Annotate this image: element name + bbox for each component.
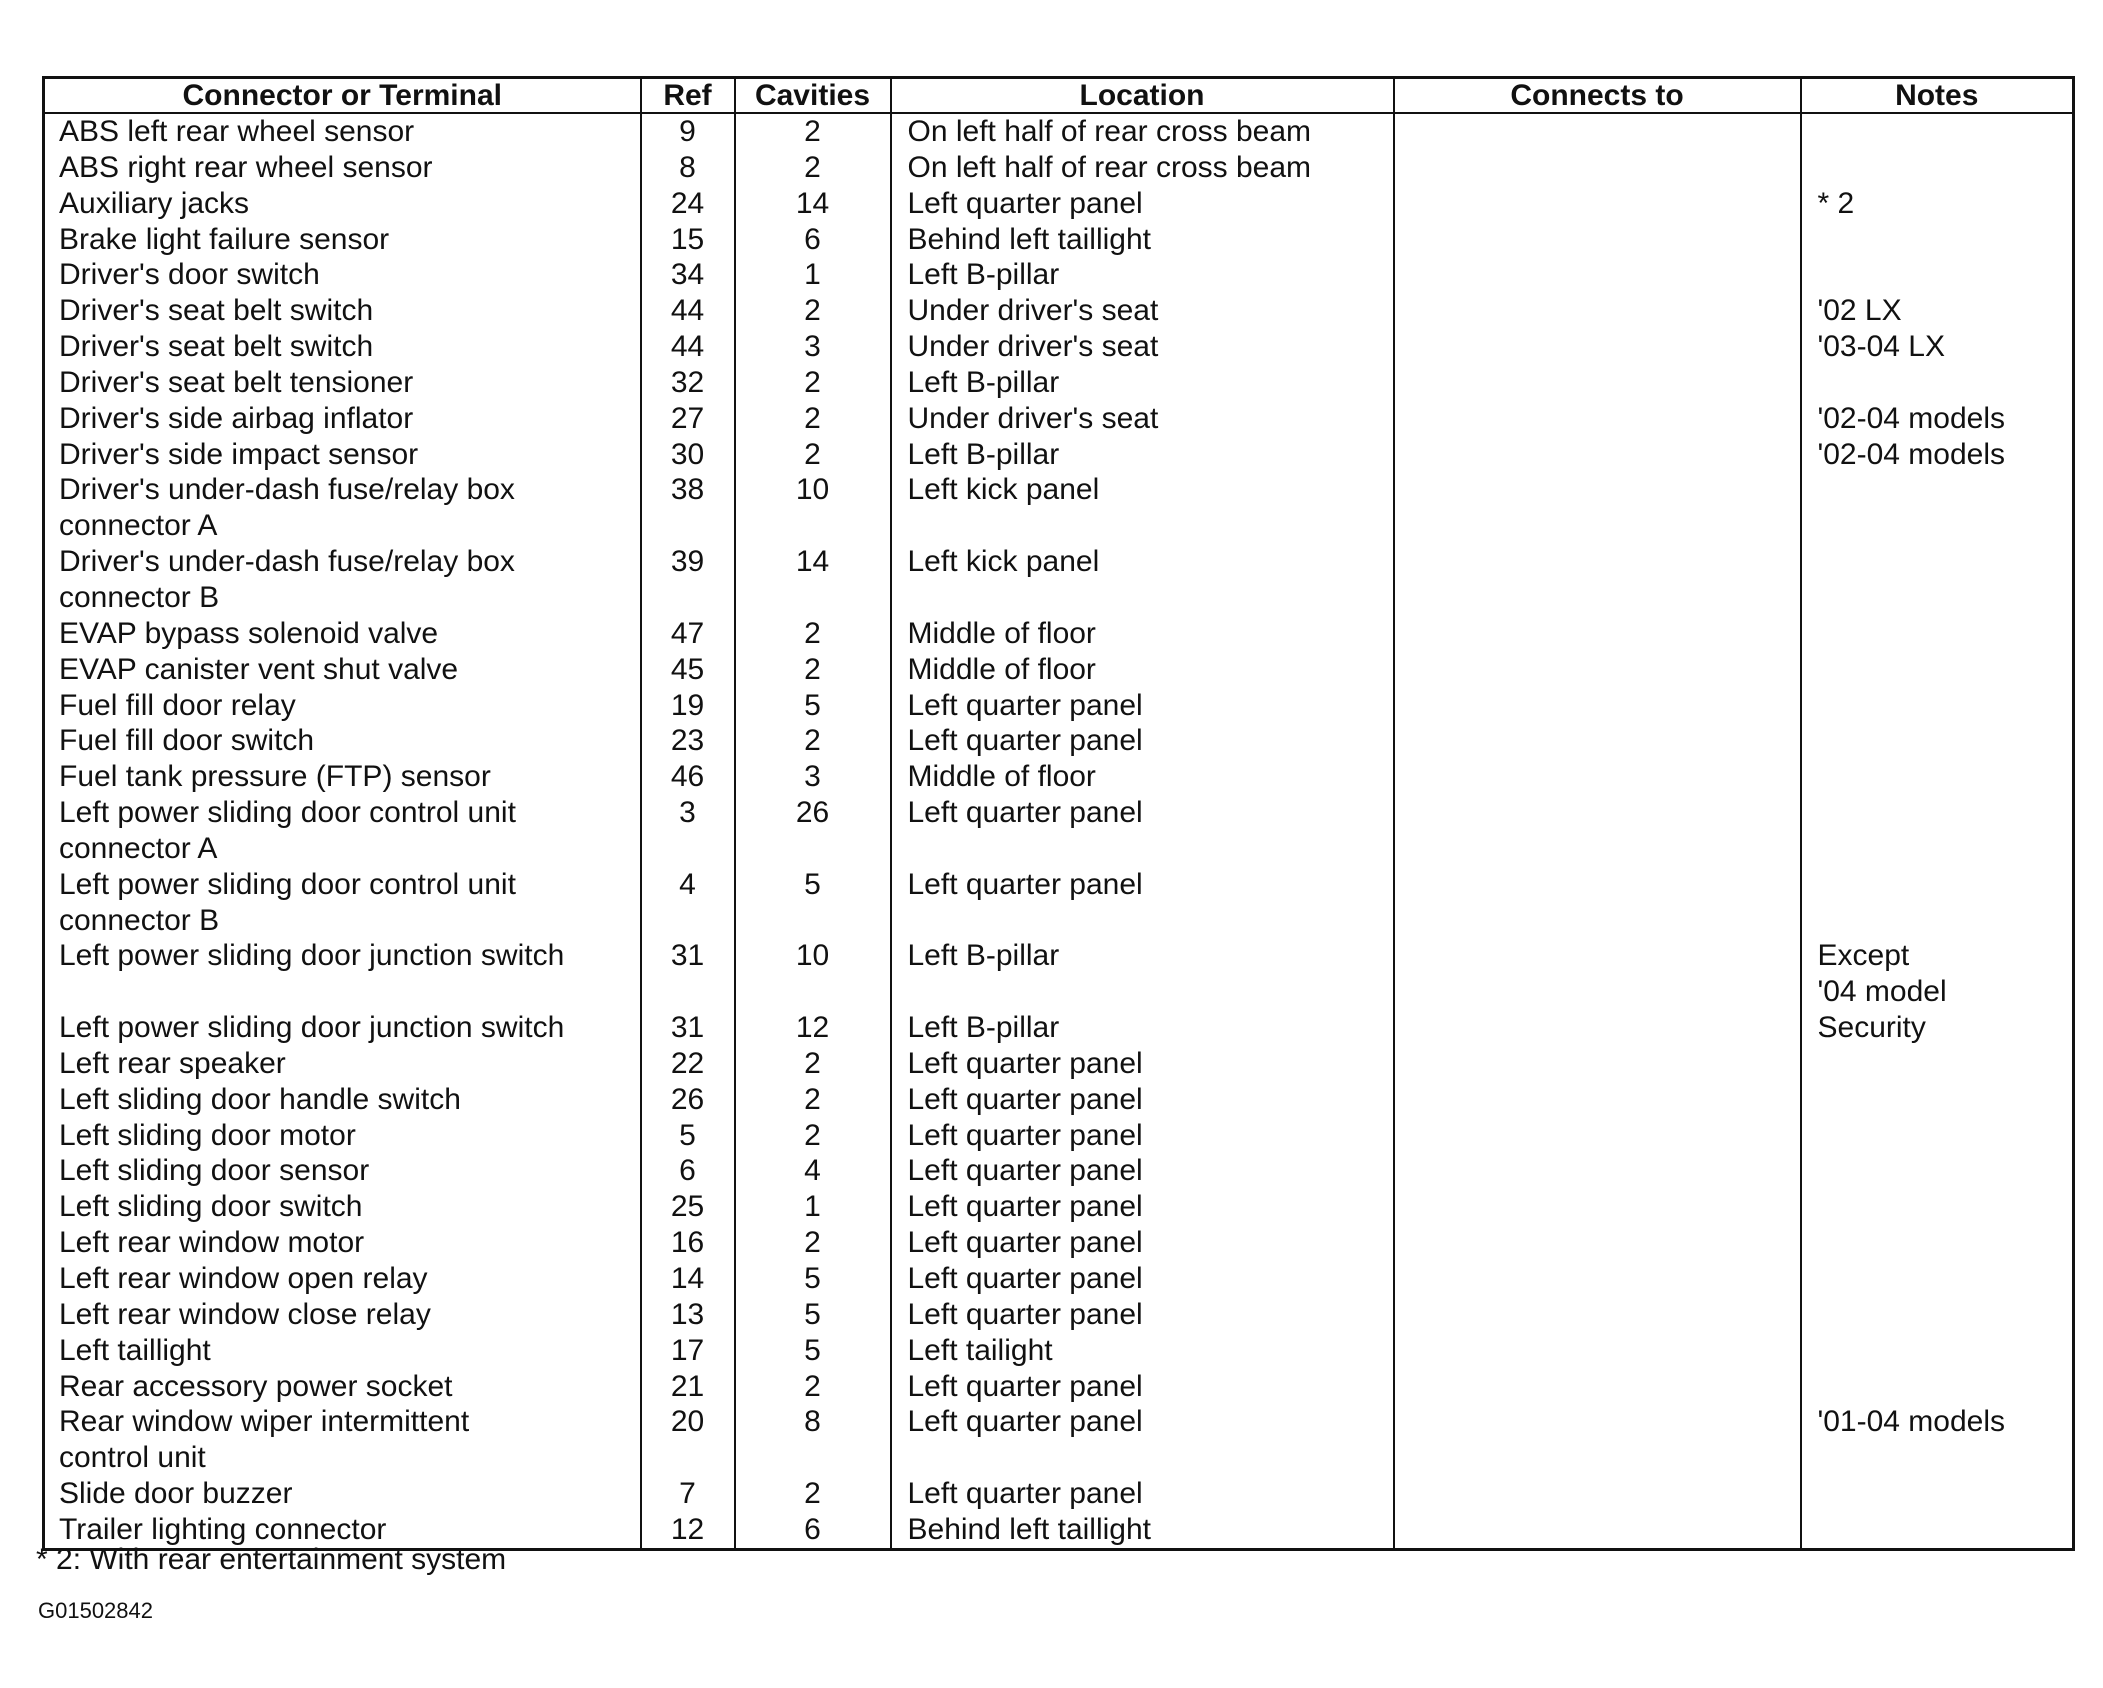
ref-cell: 23 bbox=[641, 723, 735, 759]
notes-cell bbox=[1801, 257, 2074, 293]
table-row bbox=[44, 1369, 2074, 1405]
connector-cell: Left power sliding door junction switch bbox=[44, 1010, 641, 1046]
ref-cell: 5 bbox=[641, 1118, 735, 1154]
connects-to-cell bbox=[1394, 1010, 1801, 1046]
header-cavities: Cavities bbox=[735, 78, 891, 114]
connects-to-cell bbox=[1394, 1369, 1801, 1405]
notes-cell: '02 LX bbox=[1801, 293, 2074, 329]
ref-cell: 47 bbox=[641, 616, 735, 652]
location-cell: On left half of rear cross beam bbox=[891, 113, 1394, 150]
connector-cell: Left rear window close relay bbox=[44, 1297, 641, 1333]
table-row bbox=[44, 1010, 2074, 1046]
table-row bbox=[44, 472, 2074, 544]
cavities-cell: 2 bbox=[735, 723, 891, 759]
ref-cell: 34 bbox=[641, 257, 735, 293]
table-row bbox=[44, 1082, 2074, 1118]
notes-cell bbox=[1801, 1153, 2074, 1189]
connects-to-cell bbox=[1394, 1333, 1801, 1369]
notes-cell bbox=[1801, 1225, 2074, 1261]
table-row bbox=[44, 186, 2074, 222]
connects-to-cell bbox=[1394, 472, 1801, 544]
connector-cell: Left rear speaker bbox=[44, 1046, 641, 1082]
connects-to-cell bbox=[1394, 867, 1801, 939]
location-cell: Left quarter panel bbox=[891, 1082, 1394, 1118]
connects-to-cell bbox=[1394, 1297, 1801, 1333]
location-cell: Left quarter panel bbox=[891, 1404, 1394, 1476]
cavities-cell: 5 bbox=[735, 1333, 891, 1369]
notes-cell bbox=[1801, 150, 2074, 186]
table-row bbox=[44, 437, 2074, 473]
cavities-cell: 1 bbox=[735, 257, 891, 293]
location-cell: Middle of floor bbox=[891, 616, 1394, 652]
cavities-cell: 2 bbox=[735, 113, 891, 150]
cavities-cell: 14 bbox=[735, 186, 891, 222]
cavities-cell: 5 bbox=[735, 688, 891, 724]
table-row bbox=[44, 401, 2074, 437]
connects-to-cell bbox=[1394, 544, 1801, 616]
location-cell: Middle of floor bbox=[891, 759, 1394, 795]
table-row bbox=[44, 1118, 2074, 1154]
ref-cell: 19 bbox=[641, 688, 735, 724]
notes-cell bbox=[1801, 1297, 2074, 1333]
location-cell: Under driver's seat bbox=[891, 401, 1394, 437]
table-row bbox=[44, 616, 2074, 652]
ref-cell: 32 bbox=[641, 365, 735, 401]
location-cell: Under driver's seat bbox=[891, 293, 1394, 329]
notes-cell: Security bbox=[1801, 1010, 2074, 1046]
table-row bbox=[44, 1297, 2074, 1333]
ref-cell: 4 bbox=[641, 867, 735, 939]
location-cell: Left B-pillar bbox=[891, 437, 1394, 473]
connects-to-cell bbox=[1394, 1225, 1801, 1261]
notes-cell bbox=[1801, 1046, 2074, 1082]
cavities-cell: 3 bbox=[735, 329, 891, 365]
connects-to-cell bbox=[1394, 1476, 1801, 1512]
ref-cell: 27 bbox=[641, 401, 735, 437]
connector-cell: EVAP canister vent shut valve bbox=[44, 652, 641, 688]
table-row bbox=[44, 688, 2074, 724]
connector-cell: Rear accessory power socket bbox=[44, 1369, 641, 1405]
ref-cell: 8 bbox=[641, 150, 735, 186]
table-row bbox=[44, 113, 2074, 150]
location-cell: Behind left taillight bbox=[891, 222, 1394, 258]
notes-cell: '02-04 models bbox=[1801, 401, 2074, 437]
ref-cell: 3 bbox=[641, 795, 735, 867]
ref-cell: 44 bbox=[641, 329, 735, 365]
connector-cell: Fuel fill door relay bbox=[44, 688, 641, 724]
connector-cell: Rear window wiper intermittent control unit bbox=[44, 1404, 641, 1476]
cavities-cell: 2 bbox=[735, 652, 891, 688]
connector-cell: Driver's seat belt switch bbox=[44, 329, 641, 365]
connects-to-cell bbox=[1394, 1512, 1801, 1549]
connects-to-cell bbox=[1394, 1261, 1801, 1297]
cavities-cell: 1 bbox=[735, 1189, 891, 1225]
cavities-cell: 2 bbox=[735, 437, 891, 473]
table-row bbox=[44, 293, 2074, 329]
location-cell: Left quarter panel bbox=[891, 1225, 1394, 1261]
connector-cell: Driver's side impact sensor bbox=[44, 437, 641, 473]
connects-to-cell bbox=[1394, 1082, 1801, 1118]
location-cell: Left quarter panel bbox=[891, 1118, 1394, 1154]
ref-cell: 13 bbox=[641, 1297, 735, 1333]
cavities-cell: 2 bbox=[735, 401, 891, 437]
notes-cell: '01-04 models bbox=[1801, 1404, 2074, 1476]
location-cell: Left B-pillar bbox=[891, 938, 1394, 1010]
connects-to-cell bbox=[1394, 652, 1801, 688]
cavities-cell: 6 bbox=[735, 222, 891, 258]
connector-cell: Auxiliary jacks bbox=[44, 186, 641, 222]
location-cell: Under driver's seat bbox=[891, 329, 1394, 365]
ref-cell: 45 bbox=[641, 652, 735, 688]
ref-cell: 30 bbox=[641, 437, 735, 473]
connects-to-cell bbox=[1394, 293, 1801, 329]
cavities-cell: 2 bbox=[735, 616, 891, 652]
connects-to-cell bbox=[1394, 1046, 1801, 1082]
table-row bbox=[44, 329, 2074, 365]
table-row bbox=[44, 723, 2074, 759]
ref-cell: 31 bbox=[641, 938, 735, 1010]
table-row bbox=[44, 222, 2074, 258]
connector-cell: Driver's seat belt switch bbox=[44, 293, 641, 329]
header-connector: Connector or Terminal bbox=[44, 78, 641, 114]
connector-cell: Driver's under-dash fuse/relay box connector B bbox=[44, 544, 641, 616]
connects-to-cell bbox=[1394, 1153, 1801, 1189]
ref-cell: 25 bbox=[641, 1189, 735, 1225]
location-cell: Left B-pillar bbox=[891, 365, 1394, 401]
notes-cell bbox=[1801, 222, 2074, 258]
table-row bbox=[44, 1476, 2074, 1512]
location-cell: Left B-pillar bbox=[891, 1010, 1394, 1046]
cavities-cell: 2 bbox=[735, 1476, 891, 1512]
header-location: Location bbox=[891, 78, 1394, 114]
connector-cell: Left rear window motor bbox=[44, 1225, 641, 1261]
cavities-cell: 2 bbox=[735, 1046, 891, 1082]
notes-cell bbox=[1801, 472, 2074, 544]
table-row bbox=[44, 257, 2074, 293]
header-ref: Ref bbox=[641, 78, 735, 114]
location-cell: Left quarter panel bbox=[891, 1261, 1394, 1297]
table-row bbox=[44, 795, 2074, 867]
cavities-cell: 2 bbox=[735, 365, 891, 401]
connects-to-cell bbox=[1394, 723, 1801, 759]
ref-cell: 9 bbox=[641, 113, 735, 150]
notes-cell bbox=[1801, 1369, 2074, 1405]
notes-cell bbox=[1801, 1118, 2074, 1154]
location-cell: Left quarter panel bbox=[891, 723, 1394, 759]
connector-table bbox=[42, 76, 2075, 1551]
connects-to-cell bbox=[1394, 795, 1801, 867]
location-cell: Left tailight bbox=[891, 1333, 1394, 1369]
cavities-cell: 12 bbox=[735, 1010, 891, 1046]
ref-cell: 26 bbox=[641, 1082, 735, 1118]
location-cell: Left quarter panel bbox=[891, 1046, 1394, 1082]
table-row bbox=[44, 759, 2074, 795]
table-row bbox=[44, 1153, 2074, 1189]
location-cell: Left quarter panel bbox=[891, 1369, 1394, 1405]
notes-cell bbox=[1801, 1261, 2074, 1297]
header-connects-to: Connects to bbox=[1394, 78, 1801, 114]
cavities-cell: 2 bbox=[735, 1118, 891, 1154]
connector-cell: Driver's under-dash fuse/relay box connector A bbox=[44, 472, 641, 544]
notes-cell bbox=[1801, 365, 2074, 401]
ref-cell: 15 bbox=[641, 222, 735, 258]
notes-cell: Except '04 model bbox=[1801, 938, 2074, 1010]
cavities-cell: 14 bbox=[735, 544, 891, 616]
connects-to-cell bbox=[1394, 365, 1801, 401]
connects-to-cell bbox=[1394, 257, 1801, 293]
cavities-cell: 2 bbox=[735, 1225, 891, 1261]
notes-cell bbox=[1801, 616, 2074, 652]
table-row bbox=[44, 652, 2074, 688]
table-row bbox=[44, 867, 2074, 939]
notes-cell bbox=[1801, 1333, 2074, 1369]
ref-cell: 21 bbox=[641, 1369, 735, 1405]
cavities-cell: 2 bbox=[735, 1369, 891, 1405]
figure-id: G01502842 bbox=[38, 1598, 153, 1623]
connector-cell: Brake light failure sensor bbox=[44, 222, 641, 258]
notes-cell: '03-04 LX bbox=[1801, 329, 2074, 365]
cavities-cell: 5 bbox=[735, 1261, 891, 1297]
ref-cell: 39 bbox=[641, 544, 735, 616]
table-row bbox=[44, 365, 2074, 401]
connects-to-cell bbox=[1394, 1404, 1801, 1476]
connector-cell: Fuel fill door switch bbox=[44, 723, 641, 759]
header-notes: Notes bbox=[1801, 78, 2074, 114]
notes-cell bbox=[1801, 867, 2074, 939]
cavities-cell: 10 bbox=[735, 938, 891, 1010]
connector-cell: Left power sliding door junction switch bbox=[44, 938, 641, 1010]
connects-to-cell bbox=[1394, 759, 1801, 795]
cavities-cell: 2 bbox=[735, 1082, 891, 1118]
location-cell: Left quarter panel bbox=[891, 1476, 1394, 1512]
location-cell: Left quarter panel bbox=[891, 1189, 1394, 1225]
notes-cell bbox=[1801, 1082, 2074, 1118]
location-cell: Left quarter panel bbox=[891, 186, 1394, 222]
connector-cell: Left sliding door switch bbox=[44, 1189, 641, 1225]
connector-cell: Driver's door switch bbox=[44, 257, 641, 293]
connector-cell: Driver's side airbag inflator bbox=[44, 401, 641, 437]
header-row bbox=[44, 78, 2074, 114]
notes-cell bbox=[1801, 723, 2074, 759]
connector-cell: ABS right rear wheel sensor bbox=[44, 150, 641, 186]
location-cell: On left half of rear cross beam bbox=[891, 150, 1394, 186]
cavities-cell: 2 bbox=[735, 150, 891, 186]
connects-to-cell bbox=[1394, 186, 1801, 222]
ref-cell: 38 bbox=[641, 472, 735, 544]
ref-cell: 24 bbox=[641, 186, 735, 222]
connector-cell: Left sliding door sensor bbox=[44, 1153, 641, 1189]
cavities-cell: 5 bbox=[735, 867, 891, 939]
location-cell: Left kick panel bbox=[891, 472, 1394, 544]
connects-to-cell bbox=[1394, 437, 1801, 473]
connector-cell: Driver's seat belt tensioner bbox=[44, 365, 641, 401]
notes-cell bbox=[1801, 1189, 2074, 1225]
connector-cell: Left sliding door motor bbox=[44, 1118, 641, 1154]
ref-cell: 44 bbox=[641, 293, 735, 329]
cavities-cell: 10 bbox=[735, 472, 891, 544]
footnote: * 2: With rear entertainment system bbox=[36, 1543, 507, 1576]
ref-cell: 20 bbox=[641, 1404, 735, 1476]
connects-to-cell bbox=[1394, 401, 1801, 437]
connects-to-cell bbox=[1394, 616, 1801, 652]
table-row bbox=[44, 1261, 2074, 1297]
table-row bbox=[44, 1333, 2074, 1369]
notes-cell bbox=[1801, 113, 2074, 150]
ref-cell: 46 bbox=[641, 759, 735, 795]
cavities-cell: 4 bbox=[735, 1153, 891, 1189]
connects-to-cell bbox=[1394, 113, 1801, 150]
location-cell: Left quarter panel bbox=[891, 867, 1394, 939]
cavities-cell: 8 bbox=[735, 1404, 891, 1476]
location-cell: Left B-pillar bbox=[891, 257, 1394, 293]
ref-cell: 16 bbox=[641, 1225, 735, 1261]
connector-cell: Left sliding door handle switch bbox=[44, 1082, 641, 1118]
notes-cell bbox=[1801, 1512, 2074, 1549]
location-cell: Left quarter panel bbox=[891, 1153, 1394, 1189]
connects-to-cell bbox=[1394, 1189, 1801, 1225]
notes-cell bbox=[1801, 652, 2074, 688]
connector-cell: Left power sliding door control unit connector B bbox=[44, 867, 641, 939]
connector-cell: Trailer lighting connector bbox=[44, 1512, 641, 1549]
location-cell: Left quarter panel bbox=[891, 795, 1394, 867]
ref-cell: 12 bbox=[641, 1512, 735, 1549]
connector-cell: Slide door buzzer bbox=[44, 1476, 641, 1512]
connector-cell: Left taillight bbox=[44, 1333, 641, 1369]
notes-cell bbox=[1801, 1476, 2074, 1512]
table-row bbox=[44, 1189, 2074, 1225]
table-row bbox=[44, 150, 2074, 186]
notes-cell bbox=[1801, 795, 2074, 867]
location-cell: Middle of floor bbox=[891, 652, 1394, 688]
cavities-cell: 5 bbox=[735, 1297, 891, 1333]
location-cell: Left kick panel bbox=[891, 544, 1394, 616]
ref-cell: 14 bbox=[641, 1261, 735, 1297]
notes-cell bbox=[1801, 759, 2074, 795]
notes-cell bbox=[1801, 544, 2074, 616]
connects-to-cell bbox=[1394, 222, 1801, 258]
table-row bbox=[44, 1225, 2074, 1261]
ref-cell: 7 bbox=[641, 1476, 735, 1512]
cavities-cell: 26 bbox=[735, 795, 891, 867]
notes-cell bbox=[1801, 688, 2074, 724]
cavities-cell: 3 bbox=[735, 759, 891, 795]
notes-cell: * 2 bbox=[1801, 186, 2074, 222]
notes-cell: '02-04 models bbox=[1801, 437, 2074, 473]
table-row bbox=[44, 1046, 2074, 1082]
cavities-cell: 6 bbox=[735, 1512, 891, 1549]
ref-cell: 6 bbox=[641, 1153, 735, 1189]
location-cell: Behind left taillight bbox=[891, 1512, 1394, 1549]
ref-cell: 31 bbox=[641, 1010, 735, 1046]
connects-to-cell bbox=[1394, 688, 1801, 724]
connects-to-cell bbox=[1394, 938, 1801, 1010]
table-row bbox=[44, 1404, 2074, 1476]
connector-cell: Fuel tank pressure (FTP) sensor bbox=[44, 759, 641, 795]
table-row bbox=[44, 544, 2074, 616]
connector-cell: ABS left rear wheel sensor bbox=[44, 113, 641, 150]
cavities-cell: 2 bbox=[735, 293, 891, 329]
connects-to-cell bbox=[1394, 1118, 1801, 1154]
table-row bbox=[44, 938, 2074, 1010]
location-cell: Left quarter panel bbox=[891, 1297, 1394, 1333]
connects-to-cell bbox=[1394, 150, 1801, 186]
ref-cell: 17 bbox=[641, 1333, 735, 1369]
connector-cell: EVAP bypass solenoid valve bbox=[44, 616, 641, 652]
connector-cell: Left rear window open relay bbox=[44, 1261, 641, 1297]
ref-cell: 22 bbox=[641, 1046, 735, 1082]
location-cell: Left quarter panel bbox=[891, 688, 1394, 724]
connects-to-cell bbox=[1394, 329, 1801, 365]
connector-cell: Left power sliding door control unit connector A bbox=[44, 795, 641, 867]
